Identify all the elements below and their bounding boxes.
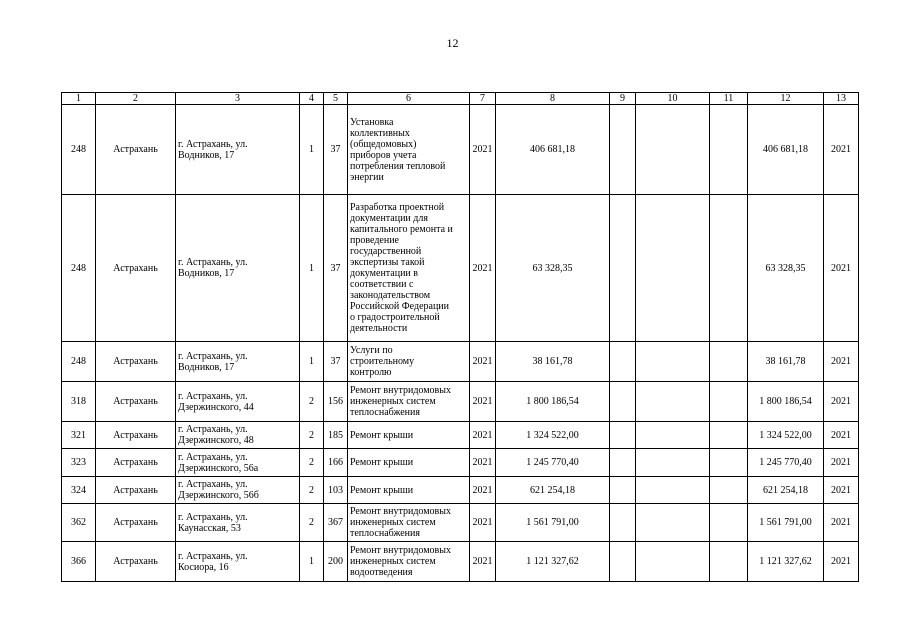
row-number: 324 (62, 477, 96, 504)
column-number-cell: 4 (300, 93, 324, 105)
column-number-cell: 11 (710, 93, 748, 105)
col9-cell (610, 477, 636, 504)
col4-cell: 2 (300, 422, 324, 449)
column-number-cell: 13 (824, 93, 859, 105)
col10-cell (636, 342, 710, 382)
cost-cell: 621 254,18 (496, 477, 610, 504)
col5-cell: 367 (324, 504, 348, 542)
col4-cell: 2 (300, 477, 324, 504)
row-number: 248 (62, 342, 96, 382)
table-row (62, 542, 859, 582)
cost-cell: 1 561 791,00 (496, 504, 610, 542)
address-cell: г. Астрахань, ул. Дзержинского, 48 (176, 422, 300, 449)
col11-cell (710, 422, 748, 449)
col11-cell (710, 105, 748, 195)
address-cell: г. Астрахань, ул. Дзержинского, 44 (176, 382, 300, 422)
year-end-cell: 2021 (824, 422, 859, 449)
col5-cell: 37 (324, 342, 348, 382)
col9-cell (610, 449, 636, 477)
col9-cell (610, 195, 636, 342)
address-cell: г. Астрахань, ул. Водников, 17 (176, 195, 300, 342)
year-cell: 2021 (470, 342, 496, 382)
year-cell: 2021 (470, 504, 496, 542)
col4-cell: 1 (300, 195, 324, 342)
col5-cell: 103 (324, 477, 348, 504)
year-cell: 2021 (470, 382, 496, 422)
col10-cell (636, 382, 710, 422)
column-number-cell: 7 (470, 93, 496, 105)
year-end-cell: 2021 (824, 342, 859, 382)
table-row (62, 342, 859, 382)
city-cell: Астрахань (96, 105, 176, 195)
total-cell: 63 328,35 (748, 195, 824, 342)
total-cell: 406 681,18 (748, 105, 824, 195)
total-cell: 1 561 791,00 (748, 504, 824, 542)
work-type-cell: Ремонт крыши (348, 422, 470, 449)
column-number-cell: 8 (496, 93, 610, 105)
city-cell: Астрахань (96, 504, 176, 542)
address-cell: г. Астрахань, ул. Водников, 17 (176, 105, 300, 195)
column-number-cell: 3 (176, 93, 300, 105)
work-type-cell: Ремонт внутридомовых инженерных систем теплоснабжения (348, 382, 470, 422)
work-type-cell: Ремонт крыши (348, 477, 470, 504)
address-cell: г. Астрахань, ул. Каунасская, 53 (176, 504, 300, 542)
address-cell: г. Астрахань, ул. Дзержинского, 56а (176, 449, 300, 477)
total-cell: 621 254,18 (748, 477, 824, 504)
year-end-cell: 2021 (824, 504, 859, 542)
cost-cell: 1 245 770,40 (496, 449, 610, 477)
column-number-cell: 2 (96, 93, 176, 105)
table-row (62, 504, 859, 542)
table-row (62, 195, 859, 342)
table-row (62, 382, 859, 422)
total-cell: 38 161,78 (748, 342, 824, 382)
work-type-cell: Установка коллективных (общедомовых) приборов учета потребления тепловой энергии (348, 105, 470, 195)
col4-cell: 2 (300, 449, 324, 477)
address-cell: г. Астрахань, ул. Водников, 17 (176, 342, 300, 382)
col10-cell (636, 477, 710, 504)
year-end-cell: 2021 (824, 477, 859, 504)
column-number-cell: 1 (62, 93, 96, 105)
col11-cell (710, 195, 748, 342)
column-number-cell: 10 (636, 93, 710, 105)
col4-cell: 1 (300, 105, 324, 195)
column-number-cell: 5 (324, 93, 348, 105)
cost-cell: 1 800 186,54 (496, 382, 610, 422)
cost-cell: 1 121 327,62 (496, 542, 610, 582)
col11-cell (710, 542, 748, 582)
col10-cell (636, 195, 710, 342)
col9-cell (610, 382, 636, 422)
city-cell: Астрахань (96, 382, 176, 422)
total-cell: 1 324 522,00 (748, 422, 824, 449)
col11-cell (710, 504, 748, 542)
table-row (62, 422, 859, 449)
table-row (62, 105, 859, 195)
row-number: 318 (62, 382, 96, 422)
year-end-cell: 2021 (824, 542, 859, 582)
col10-cell (636, 542, 710, 582)
col4-cell: 1 (300, 542, 324, 582)
page-number: 12 (446, 36, 459, 50)
col11-cell (710, 449, 748, 477)
year-cell: 2021 (470, 422, 496, 449)
work-type-cell: Разработка проектной документации для капитального ремонта и проведение государственной экспертизы такой документации в соответствии с законодательством Российской Федерации о градостроительной деятельности (348, 195, 470, 342)
total-cell: 1 800 186,54 (748, 382, 824, 422)
col11-cell (710, 477, 748, 504)
row-number: 248 (62, 105, 96, 195)
city-cell: Астрахань (96, 195, 176, 342)
table-row (62, 449, 859, 477)
col9-cell (610, 342, 636, 382)
row-number: 248 (62, 195, 96, 342)
column-number-cell: 9 (610, 93, 636, 105)
cost-cell: 406 681,18 (496, 105, 610, 195)
year-end-cell: 2021 (824, 382, 859, 422)
city-cell: Астрахань (96, 342, 176, 382)
col5-cell: 37 (324, 105, 348, 195)
col5-cell: 200 (324, 542, 348, 582)
col11-cell (710, 342, 748, 382)
cost-cell: 63 328,35 (496, 195, 610, 342)
year-cell: 2021 (470, 449, 496, 477)
address-cell: г. Астрахань, ул. Косиора, 16 (176, 542, 300, 582)
year-cell: 2021 (470, 195, 496, 342)
city-cell: Астрахань (96, 422, 176, 449)
col9-cell (610, 504, 636, 542)
table-row (62, 477, 859, 504)
address-cell: г. Астрахань, ул. Дзержинского, 56б (176, 477, 300, 504)
col5-cell: 156 (324, 382, 348, 422)
col9-cell (610, 105, 636, 195)
row-number: 321 (62, 422, 96, 449)
row-number: 366 (62, 542, 96, 582)
col5-cell: 166 (324, 449, 348, 477)
total-cell: 1 121 327,62 (748, 542, 824, 582)
work-type-cell: Услуги по строительному контролю (348, 342, 470, 382)
col5-cell: 37 (324, 195, 348, 342)
column-number-cell: 6 (348, 93, 470, 105)
work-type-cell: Ремонт внутридомовых инженерных систем теплоснабжения (348, 504, 470, 542)
col10-cell (636, 504, 710, 542)
row-number: 362 (62, 504, 96, 542)
col11-cell (710, 382, 748, 422)
year-end-cell: 2021 (824, 105, 859, 195)
works-table (61, 92, 859, 582)
col10-cell (636, 449, 710, 477)
col10-cell (636, 422, 710, 449)
total-cell: 1 245 770,40 (748, 449, 824, 477)
city-cell: Астрахань (96, 449, 176, 477)
col10-cell (636, 105, 710, 195)
year-end-cell: 2021 (824, 449, 859, 477)
work-type-cell: Ремонт внутридомовых инженерных систем водоотведения (348, 542, 470, 582)
col9-cell (610, 422, 636, 449)
row-number: 323 (62, 449, 96, 477)
cost-cell: 1 324 522,00 (496, 422, 610, 449)
cost-cell: 38 161,78 (496, 342, 610, 382)
city-cell: Астрахань (96, 542, 176, 582)
col4-cell: 1 (300, 342, 324, 382)
col9-cell (610, 542, 636, 582)
year-cell: 2021 (470, 477, 496, 504)
year-cell: 2021 (470, 542, 496, 582)
year-cell: 2021 (470, 105, 496, 195)
year-end-cell: 2021 (824, 195, 859, 342)
work-type-cell: Ремонт крыши (348, 449, 470, 477)
column-number-cell: 12 (748, 93, 824, 105)
column-number-row (62, 93, 859, 105)
col5-cell: 185 (324, 422, 348, 449)
col4-cell: 2 (300, 382, 324, 422)
col4-cell: 2 (300, 504, 324, 542)
city-cell: Астрахань (96, 477, 176, 504)
